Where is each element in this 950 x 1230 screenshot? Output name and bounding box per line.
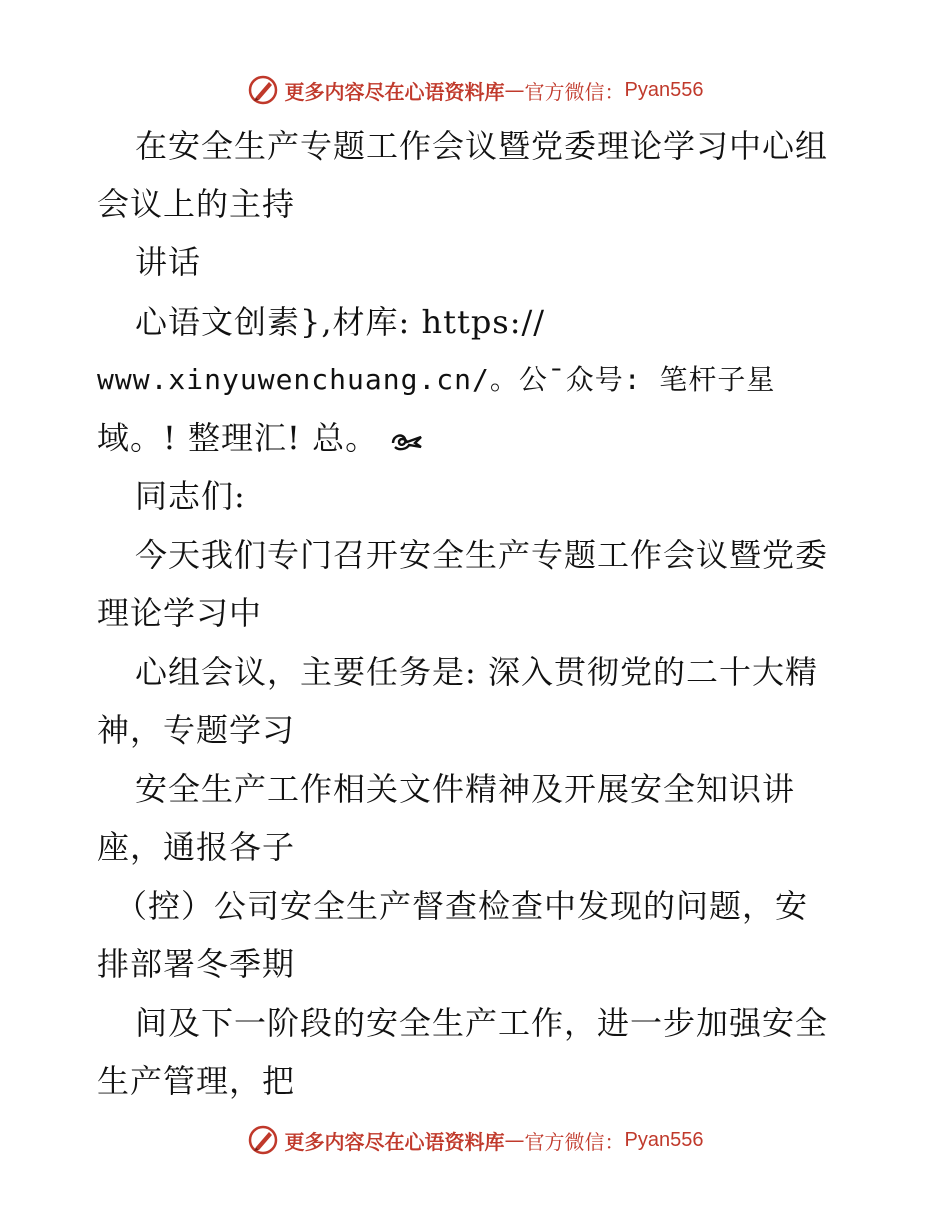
paragraph-line-7: （控）公司安全生产督查检查中发现的问题，安 — [115, 887, 809, 925]
banner-dash: — — [504, 1128, 525, 1152]
title-line-1: 在安全生产专题工作会议暨党委理论学习中心组 — [135, 127, 829, 165]
pen-logo-icon — [247, 74, 279, 106]
banner-main-text: 更多内容尽在心语资料库 — [284, 79, 505, 104]
greeting-line: 同志们: — [135, 477, 246, 515]
paragraph-line-2: 理论学习中 — [97, 594, 263, 632]
banner-wechat-label: 官方微信： — [524, 79, 625, 104]
paragraph-line-8: 排部署冬季期 — [97, 945, 296, 983]
watermark-line-1 — [135, 302, 545, 342]
swirl-ornament-icon — [389, 429, 425, 453]
banner-wechat-label: 官方微信： — [524, 1129, 625, 1154]
watermark-line-2 — [97, 360, 775, 400]
paragraph-line-1: 今天我们专门召开安全生产专题工作会议暨党委 — [135, 536, 829, 574]
banner-main-text: 更多内容尽在心语资料库 — [284, 1129, 505, 1154]
footer-banner — [0, 1120, 950, 1160]
header-banner — [0, 70, 950, 110]
paragraph-line-5: 安全生产工作相关文件精神及开展安全知识讲 — [135, 770, 796, 808]
banner-wechat-id: Pyan556 — [624, 1128, 704, 1151]
paragraph-line-6: 座，通报各子 — [97, 828, 296, 866]
title-line-2: 会议上的主持 — [97, 185, 296, 223]
banner-dash: — — [504, 78, 525, 102]
paragraph-line-4: 神，专题学习 — [97, 711, 296, 749]
watermark-text-1: 心语文创素},材库: https:// — [135, 303, 546, 341]
pen-logo-icon — [247, 1124, 279, 1156]
title-line-3: 讲话 — [135, 243, 202, 281]
watermark-text-2: www.xinyuwenchuang.cn/。公¯众号: 笔杆子星 — [97, 363, 776, 396]
paragraph-line-9: 间及下一阶段的安全生产工作，进一步加强安全 — [135, 1004, 829, 1042]
watermark-text-3: 域。! 整理汇! 总。 — [97, 419, 379, 457]
banner-wechat-id: Pyan556 — [624, 78, 704, 101]
paragraph-line-3: 心组会议，主要任务是: 深入贯彻党的二十大精 — [135, 653, 818, 691]
paragraph-line-10: 生产管理，把 — [97, 1062, 296, 1100]
watermark-line-3 — [97, 418, 425, 458]
